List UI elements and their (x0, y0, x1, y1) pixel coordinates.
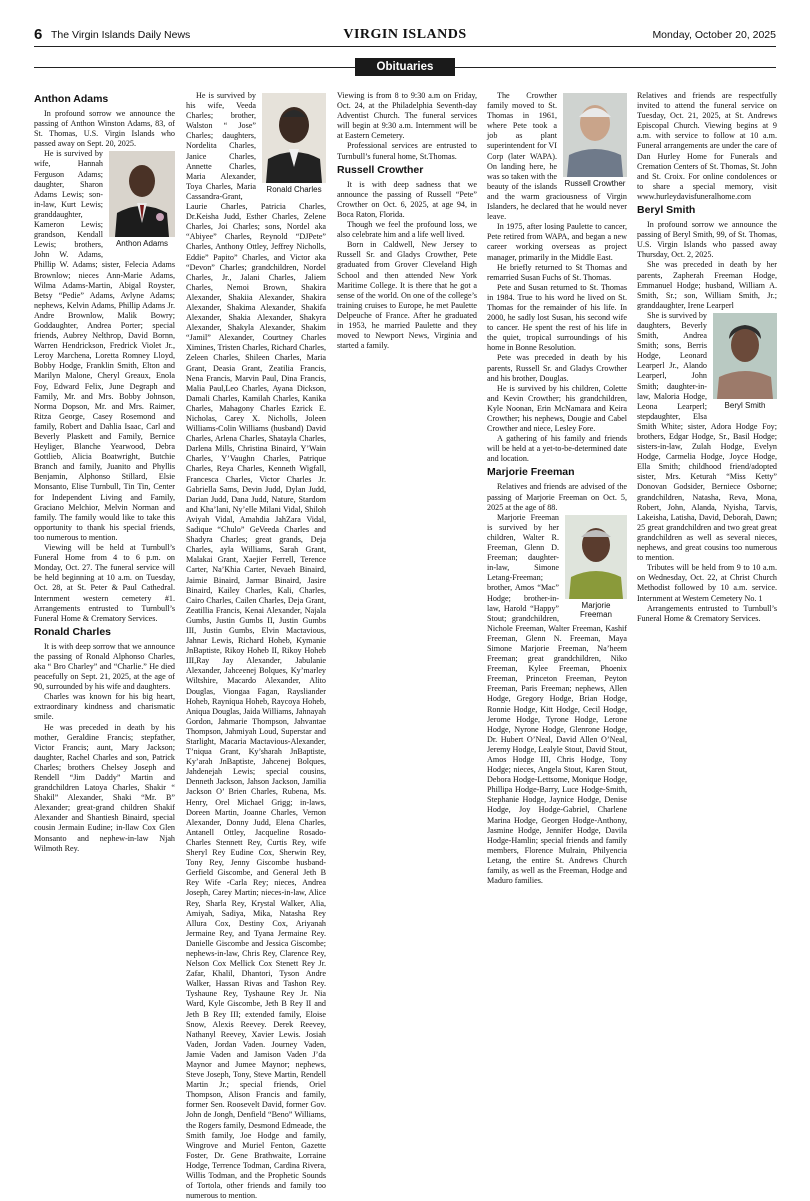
obit-paragraph: Viewing will be held at Turnbull’s Funeral Home from 4 to 6 p.m. on Monday, Oct. 27. The funeral service will be held beginning at 10 a.m. on Tuesday, Oct. 28, at St. Peter & Paul Cathedral. Internment western cemetery #1. Arrangements entrusted to Turnbull’s Funeral Home & Crematory Services. (34, 543, 175, 623)
obit-paragraph: Charles was known for his big heart, extraordinary kindness and charismatic smile. (34, 692, 175, 722)
obit-paragraph: She was preceded in death by her parents, Zapherah Freeman Hodge, Emmanuel Hodge; husband, William A. Smith, Sr.; son, William Smith, Jr.; granddaughter, Irene Learperl (637, 260, 777, 310)
obit-photo (713, 313, 777, 410)
obit-photo (109, 151, 175, 248)
obit-paragraph: He is survived by wife, Hannah Ferguson Adams; daughter, Sharon Adams Lewis; son-in-law, Kurt Lewis; granddaughter, Kameron Lewis; grandson, Kendall Lewis; brothers, John W. Adams, Phillip W. Adams; sister, Felecia Adams Brownlow; nieces Ann-Marie Adams, Wilma Adams-Martin, Abigal Royster, Betsy “Pedie” Adams, Avlyne Adams; nephews, Kelvin Adams, Phillip Adams Jr. Andre Brownlow, Malik Bowry; Goddaughter, Andrea Porter; special friends, Aubrey Nelthrop, David Bornn, Warren Hendrickson, Fredrick Violet Jr., Leroy Marchena, Loretta Romney Lloyd, Bobby Hodge, Franklin Smith, Elton and Marilyn Malone, Cheryl Greaux, Enola Foy, Edward Felix, June Degraph and Family, Mr. and Mrs. Bobby Johnson, Norma Dopson, Mr. and Mrs. Raimer, Ritza George, Casey Rosemond and family, Robert and Dahlia Isaac, Carl and Beverly Plaskett and Family, Bernice Heyliger, Blanche Yearwood, Debra Gottlieb, Alicia Boatwright, Butchie Branch and family, Juanito and Phyllis Benjamin, Alphonso Stillard, Elsie Monsanto, Elise Turnbull, Tin Tin, Center for Independent Living and Family, Graciano Melchior, Melvin Norman and family. The family would like to take this opportunity to thank his special friends, too numerous to mention. (34, 149, 175, 542)
page-number: 6 (34, 26, 43, 43)
obit-paragraph: Born in Caldwell, New Jersey to Russell Sr. and Gladys Crowther, Pete graduated from Grover Cleveland High School and then attended New York Maritime College. It is there that he got a sense of the world. On one of the college’s training cruises to Europe, he met Paulette Delpeuche of France. After he graduated in 1953, he married Paulette and they moved to Newport News, Virginia and started a family. (337, 240, 477, 351)
obit-paragraph: The Crowther family moved to St. Thomas in 1961, where Pete took a job as plant superintendent for VI Corp (later WAPA). On landing here, he was so taken with the beauty of the islands and the warm graciousness of Virgin Islanders, he declared that he would never leave. (487, 91, 627, 222)
obit-paragraph: Marjorie Freeman is survived by her children, Walter R. Freeman, Glenn D. Freeman; daughter-in-law, Simone Letang-Freeman; brother, Amos “Mac” Hodge; brother-in-law, Harold “Happy” Stout; grandchildren, Nichole Freeman, Walter Freeman, Kashif Freeman, Glenn N. Freeman, Maya Simone Marjorie Freeman, Na’heem Freeman; great grandchildren, Niko Freeman, Kylee Freeman, Phoenix Freeman, Princeton Freeman, Peyton Freeman, Paris Freeman; nephews, Allen Hodge, Gregory Hodge, Brian Hodge, Ronnie Hodge, Kitt Hodge, Cecil Hodge, Jerome Hodge, Tyrone Hodge, Lerone Hodge, Nyrone Hodge, Glenrone Hodge, Dr. Hubert O’Neal, David Allen O’Neal, Jeremy Hodge, Lealyle Stout, David Stout, Amos Hodge III, Chris Hodge, Tony Hodge; nieces, Angela Stout, Karen Stout, Debora Hodge-Lettsome, Monique Hodge, Phillipa Hodge-Barry, Luce Hodge-Smith, Stephanie Hodge, Jaynice Hodge, Denise Hodge, Joy Hodge-Gabriel, Charlene Marina Hodge, Georgen Hodge-Anthony, Jasmine Hodge, Jennifer Hodge, Davila Hodge-Hamlin; special friends and family members, Florence Mulrain, Philyencia Letang, the entire St. Andrews Church family, as well as the Freeman, Hodge and Maduro families. (487, 512, 627, 886)
photo-caption: Marjorie Freeman (579, 600, 612, 619)
portrait-image (262, 93, 326, 183)
header-rule (34, 46, 776, 47)
photo-caption: Anthon Adams (115, 239, 169, 249)
obit-paragraph: In profound sorrow we announce the passing of Anthon Winston Adams, 83, of St. Thomas, U.S. Virgin Islands who passed away on Sept. 20, 2025. (34, 109, 175, 149)
obit-paragraph: Relatives and friends are advised of the passing of Marjorie Freeman on Oct. 5, 2025 at the age of 88. (487, 482, 627, 512)
obit-name: Russell Crowther (337, 163, 424, 176)
obit-photo (262, 93, 326, 194)
obit-paragraph: He is survived by his children, Colette and Kevin Crowther; his grandchildren, Kyle Noonan, Erin McNamara and Keira Crowther; his nephews, Dougie and Cabel Crowther and niece, Lesley Fore. (487, 383, 627, 434)
obit-paragraph: Relatives and friends are respectfully invited to attend the funeral service on Tuesday, Oct. 21, 2025, at St. Andrews Episcopal Church. Viewing begins at 9 a.m. with service to follow at 10 a.m. Funeral arrangements are under the care of Dan Hurley Home for Funerals and Cremation Centers of St. Thomas, St. John and St. Croix. For online condolences or to share a special memory, visit www.hurleydavisfuneralhome.com (637, 91, 777, 201)
photo-caption: Beryl Smith (724, 400, 766, 410)
photo-caption: Ronald Charles (266, 185, 322, 194)
photo-caption: Russell Crowther (564, 179, 626, 188)
obit-paragraph: A gathering of his family and friends will be held at a yet-to-be-determined date and location. (487, 434, 627, 464)
issue-date: Monday, October 20, 2025 (652, 29, 776, 41)
column-2 (186, 91, 326, 1201)
obit-paragraph: Tributes will be held from 9 to 10 a.m. on Wednesday, Oct. 22, at Christ Church Methodist followed by 10 a.m. service. Internment at Western Cemetery No. 1 (637, 563, 777, 603)
column-3 (337, 91, 477, 881)
obit-paragraph: He briefly returned to St Thomas and remarried Susan Fuchs of St. Thomas. (487, 262, 627, 282)
obit-paragraph: Pete was preceded in death by his parents, Russell Sr. and Gladys Crowther and his brother, Douglas. (487, 353, 627, 383)
portrait-image (563, 93, 627, 177)
obit-paragraph: He was preceded in death by his mother, Geraldine Francis; stepfather, Victor Francis; aunt, Mary Jackson; daughter, Rachel Charles and son, Patrick Charles; brothers Chelsey Joseph and Rendell “Jim Daddy” Martin and grandchildren Latoya Charles, Shakir “ Shakil” Alexander, Shaki “Mr. B” Alexander; great-grand children Shakif Alexander and Shantiesh Binaird, special cousin Jermain Eudine; in-llaw Cox Glen Monsanto and nephew-in-law Njah Wilmoth Rey. (34, 722, 175, 853)
portrait-image (713, 313, 777, 399)
obit-paragraph: Viewing is from 8 to 9:30 a.m on Friday, Oct. 24, at the Philadelphia Seventh-day Adventist Church. The funeral services will begin at 9:30 a.m. Internment will be at Eastern Cemetery. (337, 91, 477, 141)
obit-name: Anthon Adams (34, 93, 109, 105)
obit-paragraph: She is survived by daughters, Beverly Smith, Andrea Smith; sons, Berris Hodge, Leonard Learperl Jr., Alando Learperl, John Smith; daughter-in-law, Maloria Hodge, Leona Learperl; stepdaughter, Elsa Smith White; sister, Adora Hodge Foy; brothers, Edgar Hodge, Sr., Basil Hodge; sisters-in-law, Zulah Hodge, Evelyn Hodge, Carmelia Hodge, Joyce Hodge, Ella Smith; childhood friend/adopted sister, Mrs. Keturah “Miss Ketty” Donovan Godsider, Berniece Osborne; grandchildren, Natasha, Reva, Mona, Robert, John, Alanda, Nyisha, Tarvis, Lakeisha, Latisha, David, Deborah, Dawn; 25 great grandchildren and two great great grandchildren as well as several nieces, nephews, and great cousins too numerous to mention. (637, 310, 777, 563)
obit-paragraph: In 1975, after losing Paulette to cancer, Pete retired from WAPA, and began a new career working overseas as project manager, primarily in the Middle East. (487, 222, 627, 262)
obit-paragraph: He is survived by his wife, Veeda Charles; brother, Walston “ Jose” Charles; daughters, Nordelita Charles, Janice Charles, Annette Charles, Maria Alexander, Toya Charles, Maria Cassandra-Grant, Laurie Charles, Patricia Charles, Dr.Keisha Judd, Esther Charles, Zelene Charles, Joi Charles; sons, Nordel aka “Abiyee” Charles, Reynold “DJPete” Charles, Anthony Ottley, Jeffrey Nicholls, Eddie” Papito” Charles, and Victor aka “Devon” Charles; grandchildren, Nordel Charles, Jr., Jalani Charles, Jaliem Charles, Nemoi Brown, Shakira Alexander, Shakiia Alexander, Shakira Alexander, Shakima Alexander, Shakifa Alexander, Shakia Alexander, Shakyra Alexander, Shakyla Alexander, Shakim “Jamil” Alexander, Courtney Charles Ximines, Tristen Charles, Richard Charles, Zeleen Charles, Shileen Charles, Maria Grant, Deasia Grant, Zeatilia Francis, Nena Francis, Marvin Paul, Dina Francis, Malia Paul,Leo Charles, Ayana Dickson, Damali Charles, Kamilah Charles, Kanika Charles, Mahagony Charles Ezrick E. Nicholas, Carey X. Nicholls, Joleen Williams-Colin Williams (husband) David Charles, Arlena Charles, Shatayla Charles, Darlena Mills, Christina Binaird, Y’Wain Charles, Y’Vaughn Charles, Patrique Charles, Reya Charles, Kenneth Wigfall, Francesca Charles, Victor Charles Jr. Gabriella Sams, Devin Judd, Dylan Judd, Darian Judd, Dana Judd, Nature, Stardom and Kha’lani, Ny’elle Milani Vidal, Shiloh Aviyah Vidal, Amahdia JahZara Vidal, Sadique “Chulo” GeVeeda Charles and Shadyra Charles; great grands, Deja Charles, ayla Williams, Sarah Grant, Malakai Grant, Xaejier Ferrell, Terence Carter, Na’Khia Carter, Nevaeh Binaird, Jaimie Binaird, Jarmar Binaird, Jasire Binaird, Kailey Charles, Kali, Charles, Cairo Charles, Cailen Charles, Deja Grant, Zeatillia Francis, Kenai Alexander, Najala Gumbs, Justin Gumbs II, Justin Gumbs III, Justin Gumbs, Elvin Mactavious, Jahnar Lewis, Richard Hoheb, Kymanie JnBaptiste, Rikoy Hoheb II, Rikoy Hoheb III,Ray Jay Alexander, Jabulanie Alexander, Jahceenej Bolques, Ky’marley Wiltshire, Macardo Alexander, Alito Douglas, Viongaa Fagan, Raysliander Hoheb, Rayniqua Hoheb, Raycoya Hoheb, Aniqua Douglas, Jaida Williams, Jahnayah Gordon, Jahmarie Thompson, Jahvantae Thompson, Jahmiyah Loud, Superstar and Starlight, Macaria Mactavious-Alexander, T’niqua Grant, Ky’sharah JnBaptiste, Ky’arah JnBaptiste, Jahcenej Bolques, Jahdenejah Lewis; special cousins, Denneth Jackson, Jahson Jackson, Jamilia Jackson O’ Brien Charles, Rubena, Ms. Henry, Orel Michael Grigg; in-laws, Doreen Martin, Joanne Charles, Vernon Alexander, Donny Judd, Elena Charles, Antanell Ottley, Jacqueline Rosado-Charles Stennett Rey, Curtis Rey, wife Sheryl Rey Eudine Cox, Sherwin Rey, Tony Rey, Jenny Giscombe husband-Gerfield Giscombe, and General Jeth B Rey Wife -Carla Rey; nieces, Andrea Joseph, Carey Martin; nieces-in-law, Alice Rey, Sharla Rey, Krystal Walker, Alia, Amiyah, Sadiya, Mika, Natasha Rey Allura Cox, Destiny Cox, Ariyanah Jermaine Rey, and Tyana Jermaine Rey. Danielle Giscombe and Jessica Giscombe; nephews-in-law, Chris Rey, Clarence Rey, Nelson Cox Mellick Cox Stenett Rey Jr. Zafar, Khalil, Dhantori, Tyson Andre Walker, Hassan Rivas and Tashon Rey. Tyshaune Rey, Tyshaune Rey Jr. Nia Ward, Kyle Giscombe, Jeth B Rey II and Jeth B Rey III; extended family, Eloise Snow, Alexis Reevey. Derek Reevey, Nathanyl Reevey, Xavier Lewis. Josiah Vaden, Jordan Vaden. Journey Vaden, Jamie Vaden and Jamison Vaden J’da Maynor and Jumee Maynor; nephews, Steve Joseph, Tony, Steve Martin, Rendell Martin Jr.; special friends, Oriel Thompson, Alison Francis and family, former Sen. Roosevelt David, former Gov. John de Jongh, Denfield “Beno” Williams, the Rogers family, Desmond Edmeade, the Smith family, Joe Hodge and family, Wingrove and Muriel Fenton, Gazette Foster, Dr. Gene Brathwaite, Lorraine Hodge, Terrence Todman, Cardina Rivera, Willis Todman, and the Prophetic Sounds of Tortola, other friends and family too numerous to mention. (186, 91, 326, 1201)
obit-paragraph: It is with deep sorrow that we announce the passing of Ronald Alphonso Charles, aka “ Bro Charley” and “Charlie.” He died peacefully on Sept. 21, 2025, at the age of 90, surrounded by his wife and daughters. (34, 641, 175, 692)
obit-paragraph: Pete and Susan returned to St. Thomas in 1984. True to his word he lived on St. Thomas for the remainder of his life. In 2000, he sadly lost Susan, his second wife to cancer. He spent the rest of his life in the quiet, tropical surroundings of his home in Bonne Resolution. (487, 282, 627, 353)
obit-paragraph: Though we feel the profound loss, we also celebrate him and a life well lived. (337, 220, 477, 240)
obit-paragraph: In profound sorrow we announce the passing of Beryl Smith, 99, of St. Thomas, U.S. Virgin Islands who passed away Thursday, Oct. 2, 2025. (637, 220, 777, 260)
page-header (34, 26, 776, 44)
obit-photo (565, 515, 627, 619)
column-4 (487, 91, 627, 886)
obit-photo (563, 93, 627, 188)
column-5 (637, 91, 777, 881)
section-title: VIRGIN ISLANDS (343, 27, 467, 42)
obit-name: Beryl Smith (637, 204, 696, 217)
obit-name: Ronald Charles (34, 625, 112, 638)
obit-name: Marjorie Freeman (487, 466, 575, 479)
obit-paragraph: Professional services are entrusted to Turnbull’s funeral home, St.Thomas. (337, 141, 477, 161)
obit-paragraph: It is with deep sadness that we announce the passing of Russell “Pete” Crowther on Oct. 6, 2025, at age 94, in Boca Raton, Florida. (337, 179, 477, 219)
obit-paragraph: Arrangements entrusted to Turnbull’s Funeral Home & Crematory Services. (637, 603, 777, 623)
newspaper-name: The Virgin Islands Daily News (51, 29, 191, 41)
section-banner: Obituaries (355, 58, 455, 76)
column-1 (34, 91, 175, 881)
portrait-image (565, 515, 627, 599)
portrait-image (109, 151, 175, 237)
